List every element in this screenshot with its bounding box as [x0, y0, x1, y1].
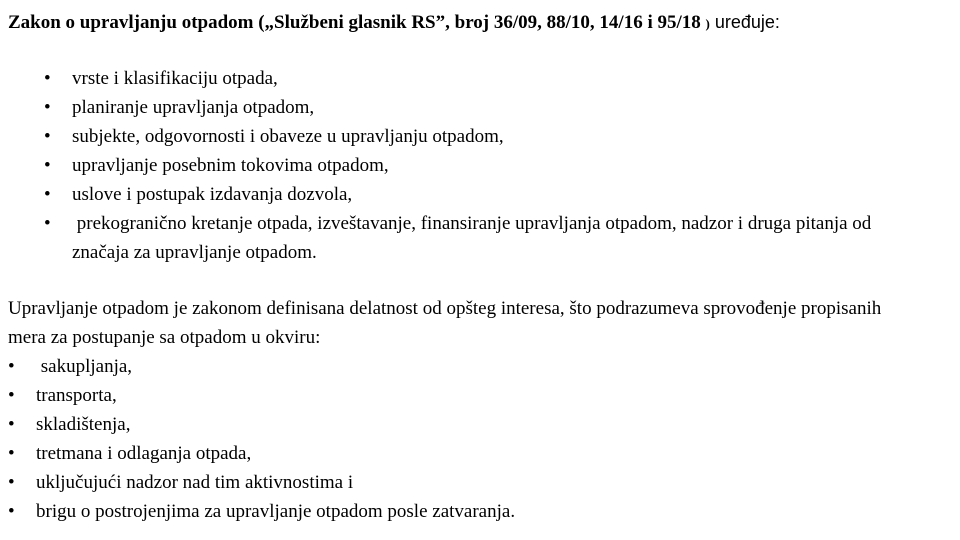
list-item-text: upravljanje posebnim tokovima otpadom, [72, 155, 389, 176]
bullet-icon: • [8, 443, 15, 464]
list-item-text: skladištenja, [36, 414, 131, 435]
list-item [0, 352, 900, 381]
list-item [0, 381, 900, 410]
list-item-text: sakupljanja, [36, 356, 133, 377]
bullet-icon: • [8, 501, 15, 522]
list-item [0, 209, 900, 267]
waste-management-paragraph: Upravljanje otpadom je zakonom definisana delatnost od opšteg interesa, što podrazumeva sprovođenje propisanih mera za postupanje sa otpadom u okviru: [8, 298, 882, 348]
list-item-text: uslove i postupak izdavanja dozvola, [72, 184, 353, 205]
intro-paragraph [8, 8, 908, 38]
list-item-text: transporta, [36, 385, 117, 406]
bullet-icon: • [44, 97, 51, 118]
list-item-text: planiranje upravljanja otpadom, [72, 97, 315, 118]
bullet-icon: • [8, 385, 15, 406]
list-item [0, 468, 900, 497]
list-item [0, 410, 900, 439]
bullet-icon: • [8, 356, 15, 377]
bullet-icon: • [8, 414, 15, 435]
list-item [0, 122, 900, 151]
list-item-text: uključujući nadzor nad tim aktivnostima i [36, 472, 354, 493]
list-item [0, 151, 900, 180]
law-scope-list [0, 64, 900, 267]
list-item-text: brigu o postrojenjima za upravljanje otpadom posle zatvaranja. [36, 501, 516, 522]
bullet-icon: • [8, 472, 15, 493]
bullet-icon: • [44, 126, 51, 147]
list-item [0, 497, 900, 526]
list-item [0, 439, 900, 468]
intro-rest-text: uređuje: [709, 12, 780, 32]
bullet-icon: • [44, 68, 51, 89]
law-title-paren: ) [705, 16, 710, 31]
bullet-icon: • [44, 155, 51, 176]
activities-list [0, 352, 900, 526]
list-item-text: tretmana i odlaganja otpada, [36, 443, 252, 464]
list-item-text: vrste i klasifikaciju otpada, [72, 68, 278, 89]
bullet-icon: • [44, 184, 51, 205]
list-item-text: prekogranično kretanje otpada, izveštavanje, finansiranje upravljanja otpadom, nadzor i druga pitanja od značaja za upravljanje otpadom. [72, 213, 877, 263]
list-item [0, 93, 900, 122]
bullet-icon: • [44, 213, 51, 234]
list-item [0, 64, 900, 93]
list-item-text: subjekte, odgovornosti i obaveze u upravljanju otpadom, [72, 126, 504, 147]
law-title: Zakon o upravljanju otpadom („Službeni glasnik RS”, broj 36/09, 88/10, 14/16 i 95/18 [8, 12, 701, 33]
list-item [0, 180, 900, 209]
